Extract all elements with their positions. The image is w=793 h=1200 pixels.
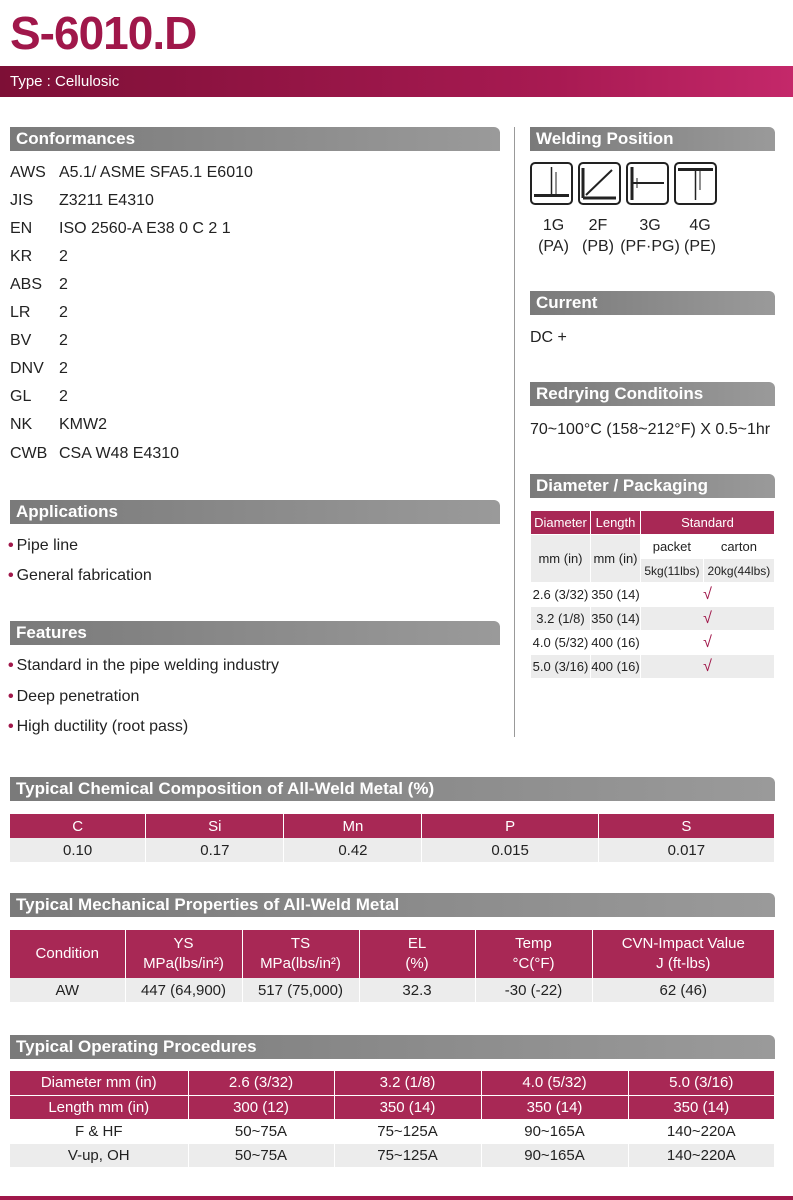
position-name: (PF·PG) [620,238,680,255]
application-item [8,537,78,555]
cell: 50~75A [188,1143,334,1167]
column-header: P [422,814,598,838]
horizontal-fillet-icon [578,162,621,205]
column-header: Length [591,511,641,535]
cell: 75~125A [334,1143,481,1167]
cell: 0.017 [598,838,774,862]
conformance-key: GL [10,388,32,405]
cell: 0.015 [422,838,598,862]
cell: 140~220A [628,1143,775,1167]
application-text: Pipe line [16,537,78,554]
bullet-icon: • [8,718,14,735]
conformance-key: CWB [10,445,48,462]
product-title: S-6010.D [10,7,197,59]
conformance-value: Z3211 E4310 [59,192,154,209]
position-name: (PB) [582,238,614,255]
cell: -30 (-22) [475,978,592,1002]
overhead-position-icon [674,162,717,205]
bullet-icon: • [8,657,14,674]
cell: 517 (75,000) [242,978,359,1002]
cell: 300 (12) [188,1095,334,1119]
position-code: 4G [689,217,711,234]
position-name: (PA) [538,238,569,255]
cell: 400 (16) [591,631,641,655]
conformance-row [10,248,68,268]
feature-item [8,688,139,706]
table-row [10,978,775,1002]
table-row [531,655,775,679]
header-line: Temp [515,935,552,952]
table-row [10,1071,775,1095]
feature-text: High ductility (root pass) [16,718,189,735]
bullet-icon: • [8,537,14,554]
conformance-key: NK [10,416,33,433]
header-line: EL [407,935,427,952]
feature-text: Deep penetration [16,688,140,705]
application-text: General fabrication [16,567,152,584]
conformance-value: 2 [59,360,68,377]
carton-weight: 20kg(44lbs) [703,559,774,583]
position-label [530,215,577,257]
cell: 140~220A [628,1119,775,1143]
cell: 50~75A [188,1119,334,1143]
cell: 4.0 (5/32) [531,631,591,655]
conformance-key: BV [10,332,32,349]
position-name: (PE) [684,238,716,255]
cell: 0.17 [146,838,284,862]
header-line: CVN-Impact Value [621,935,745,952]
table-row [10,838,775,862]
check-mark: √ [703,633,712,651]
chemical-header: Typical Chemical Composition of All-Weld Metal (%) [10,777,775,801]
check-mark: √ [703,609,712,627]
header-unit: (%) [405,955,429,972]
conformance-row [10,192,154,212]
cell: 400 (16) [591,655,641,679]
conformance-value: 2 [59,388,68,405]
cell: AW [10,978,125,1002]
column-header [475,930,592,978]
conformance-row [10,332,68,352]
cell: 0.10 [10,838,146,862]
check-mark: √ [703,657,712,675]
table-row [10,1119,775,1143]
conformance-key: LR [10,304,31,321]
mechanical-table [10,930,775,1002]
conformance-key: KR [10,248,33,265]
conformance-value: KMW2 [59,416,107,433]
unit-cell: mm (in) [531,535,591,583]
conformance-value: A5.1/ ASME SFA5.1 E6010 [59,164,253,181]
type-bar: Type : Cellulosic [0,66,793,97]
table-row [10,1095,775,1119]
packet-weight: 5kg(11lbs) [641,559,704,583]
cell: 32.3 [359,978,475,1002]
cell: 0.42 [284,838,422,862]
bullet-icon: • [8,688,14,705]
feature-item [8,657,279,675]
cell: 3.2 (1/8) [334,1071,481,1095]
conformance-row [10,304,68,324]
header-line: TS [290,935,311,952]
column-header [10,930,125,978]
feature-item [8,718,188,736]
current-value: DC + [530,329,567,346]
welding-position-header: Welding Position [530,127,775,151]
applications-header: Applications [10,500,500,524]
table-row [10,1143,775,1167]
mechanical-header: Typical Mechanical Properties of All-Weld Metal [10,893,775,917]
check-icon [641,607,775,631]
flat-position-icon [530,162,573,205]
cell: 2.6 (3/32) [531,583,591,607]
packaging-table [530,510,775,679]
redrying-header: Redrying Conditoins [530,382,775,406]
cell: 5.0 (3/16) [628,1071,775,1095]
bullet-icon: • [8,567,14,584]
column-header [125,930,242,978]
unit-cell: mm (in) [591,535,641,583]
conformance-key: EN [10,220,33,237]
cell: 4.0 (5/32) [481,1071,628,1095]
conformance-value: CSA W48 E4310 [59,445,180,462]
features-header: Features [10,621,500,645]
position-code: 2F [588,217,608,234]
column-header [592,930,775,978]
position-label [681,215,719,257]
header-unit: MPa(lbs/in²) [260,955,341,972]
column-header: S [598,814,774,838]
carton-label: carton [703,535,774,559]
cell: 350 (14) [481,1095,628,1119]
check-icon [641,583,775,607]
conformance-value: ISO 2560-A E38 0 C 2 1 [59,220,231,237]
chemical-table [10,814,775,862]
cell: 2.6 (3/32) [188,1071,334,1095]
conformance-value: 2 [59,248,68,265]
conformance-row [10,416,107,436]
conformance-key: DNV [10,360,44,377]
table-row [531,583,775,607]
conformance-row [10,276,68,296]
position-label [577,215,619,257]
check-icon [641,631,775,655]
cell: 350 (14) [628,1095,775,1119]
footer-rule [0,1196,793,1200]
header-unit: °C(°F) [512,955,555,972]
cell: 350 (14) [591,607,641,631]
column-header: Standard [641,511,775,535]
position-label [619,215,681,257]
redrying-value: 70~100°C (158~212°F) X 0.5~1hr [530,421,771,438]
cell: Diameter mm (in) [10,1071,188,1095]
check-mark: √ [703,585,712,603]
conformance-row [10,445,179,465]
cell: F & HF [10,1119,188,1143]
conformance-key: ABS [10,276,43,293]
header-unit: J (ft-lbs) [656,955,711,972]
operating-table [10,1071,775,1168]
vertical-position-icon [626,162,669,205]
welding-position-labels [530,215,719,257]
table-row [531,607,775,631]
conformance-key: AWS [10,164,46,181]
cell: Length mm (in) [10,1095,188,1119]
conformance-key: JIS [10,192,34,209]
cell: V-up, OH [10,1143,188,1167]
conformance-row [10,388,68,408]
cell: 5.0 (3/16) [531,655,591,679]
conformance-row [10,220,231,240]
cell: 447 (64,900) [125,978,242,1002]
conformance-value: 2 [59,332,68,349]
conformance-row [10,164,253,184]
cell: 75~125A [334,1119,481,1143]
cell: 350 (14) [591,583,641,607]
header-unit: MPa(lbs/in²) [143,955,224,972]
column-header: Mn [284,814,422,838]
conformances-header: Conformances [10,127,500,151]
operating-header: Typical Operating Procedures [10,1035,775,1059]
column-header: Si [146,814,284,838]
table-row [531,631,775,655]
position-code: 3G [639,217,661,234]
packet-label: packet [641,535,704,559]
conformance-row [10,360,68,380]
welding-position-icons [530,162,717,205]
column-header [359,930,475,978]
column-header: C [10,814,146,838]
column-divider [514,127,515,737]
current-header: Current [530,291,775,315]
column-header: Diameter [531,511,591,535]
packaging-header: Diameter / Packaging [530,474,775,498]
cell: 90~165A [481,1119,628,1143]
cell: 62 (46) [592,978,775,1002]
cell: 90~165A [481,1143,628,1167]
application-item [8,567,152,585]
conformance-value: 2 [59,276,68,293]
conformance-value: 2 [59,304,68,321]
cell: 3.2 (1/8) [531,607,591,631]
check-icon [641,655,775,679]
header-line: YS [173,935,194,952]
feature-text: Standard in the pipe welding industry [16,657,279,674]
position-code: 1G [542,217,565,234]
column-header [242,930,359,978]
cell: 350 (14) [334,1095,481,1119]
header-line: Condition [35,945,99,962]
